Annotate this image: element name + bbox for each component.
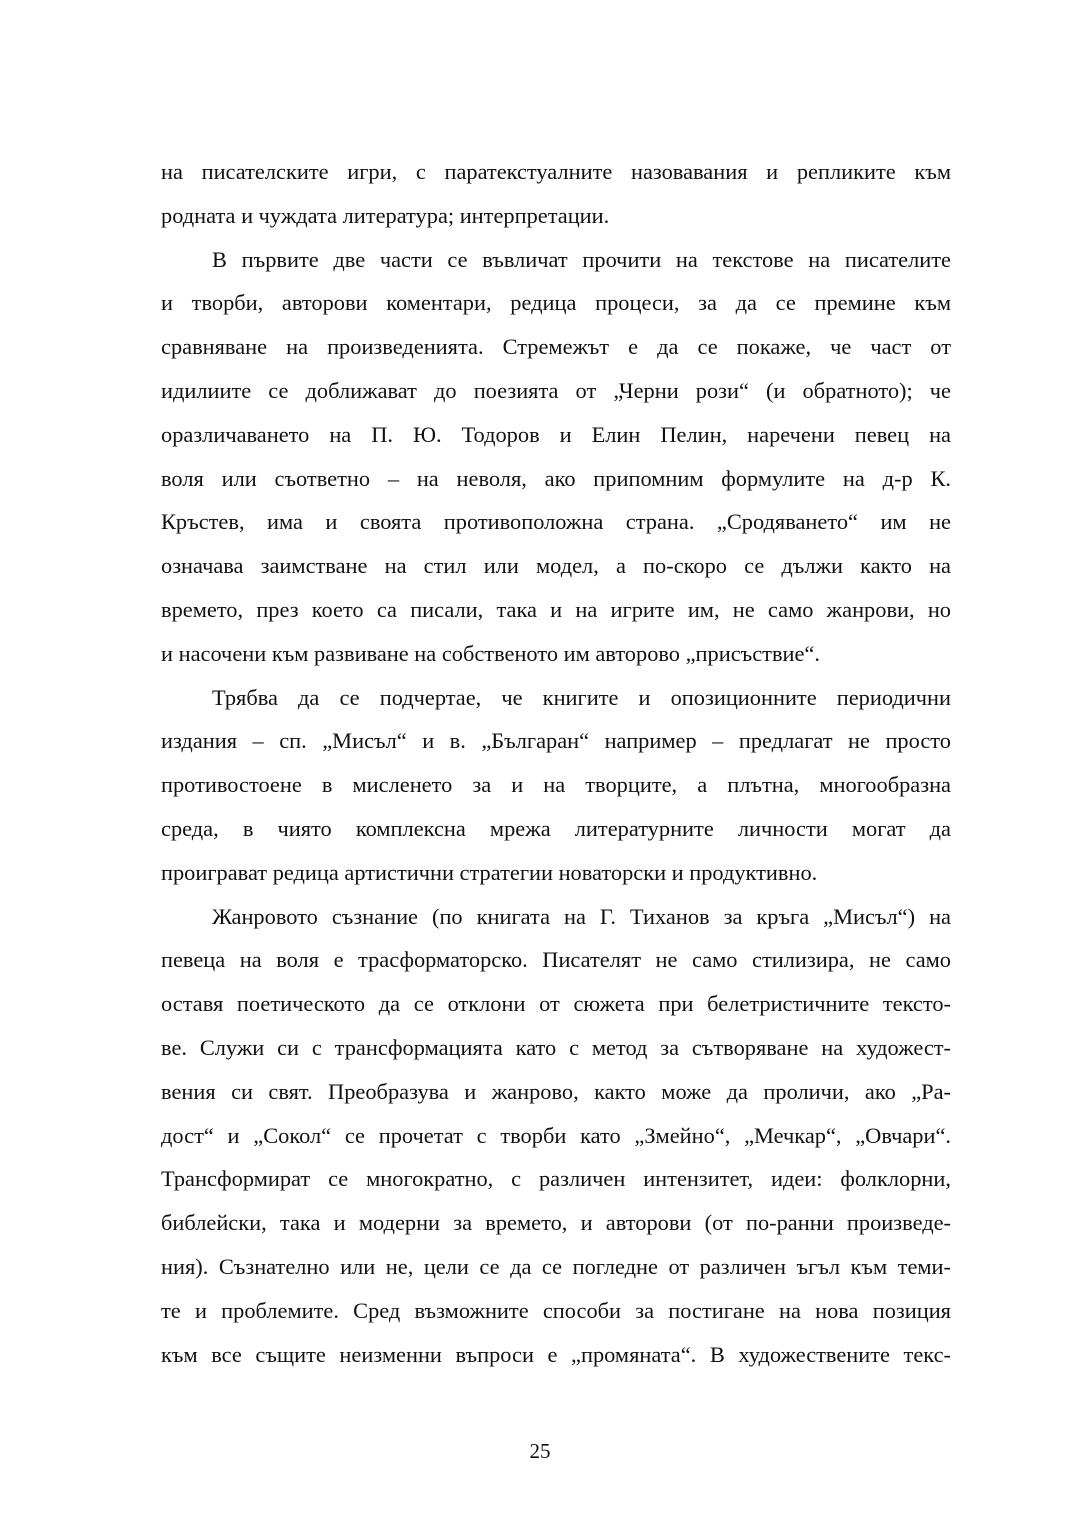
text-line: времето, през което са писали, така и на игрите им, не само жанрови, но [161,596,951,622]
text-line: към все същите неизменни въпроси е „промяната“. В художествените текс- [161,1341,951,1367]
text-line: библейски, така и модерни за времето, и авторови (от по-ранни произведе- [161,1210,951,1236]
text-line: дост“ и „Сокол“ се прочетат с творби като „Змейно“, „Мечкар“, „Овчари“. [161,1122,951,1148]
text-line: те и проблемите. Сред възможните способи за постигане на нова позиция [161,1297,951,1323]
text-line: идилиите се доближават до поезията от „Черни рози“ (и обратното); че [161,377,951,403]
text-line: ве. Служи си с трансформацията като с метод за сътворяване на художест- [161,1034,951,1060]
text-line: и насочени към развиване на собственото им авторово „присъствие“. [161,640,820,666]
text-line: Трансформират се многократно, с различен интензитет, идеи: фолклорни, [161,1166,951,1192]
text-line: ния). Съзнателно или не, цели се да се погледне от различен ъгъл към теми- [161,1253,951,1279]
text-line: проиграват редица артистични стратегии новаторски и продуктивно. [161,859,818,885]
page-number: 25 [529,1439,551,1463]
text-line: воля или съответно – на неволя, ако припомним формулите на д-р К. [161,465,951,491]
text-line: противостоене в мисленето за и на творците, а плътна, многообразна [161,772,951,798]
text-line: вения си свят. Преобразува и жанрово, както може да проличи, ако „Ра- [161,1078,951,1104]
text-line: означава заимстване на стил или модел, а по-скоро се дължи както на [161,553,951,579]
text-line: родната и чуждата литература; интерпретации. [161,202,610,228]
text-line: В първите две части се въвличат прочити на текстове на писателите [212,246,951,272]
text-line: Жанровото съзнание (по книгата на Г. Тиханов за кръга „Мисъл“) на [212,903,951,929]
text-line: на писателските игри, с паратекстуалните назовавания и репликите към [161,159,951,184]
text-line: и творби, авторови коментари, редица процеси, за да се премине към [161,290,951,316]
text-line: Кръстев, има и своята противоположна страна. „Сродяването“ им не [161,509,951,535]
text-line: среда, в чиято комплексна мрежа литературните личности могат да [161,815,951,841]
body-text [161,150,951,1376]
text-line: оставя поетическото да се отклони от сюжета при белетристичните тексто- [161,991,951,1017]
text-line: сравняване на произведенията. Стремежът е да се покаже, че част от [161,334,951,360]
text-line: издания – сп. „Мисъл“ и в. „Българан“ например – предлагат не просто [161,728,951,754]
text-line: певеца на воля е трасформаторско. Писателят не само стилизира, не само [161,947,951,973]
text-line: оразличаването на П. Ю. Тодоров и Елин Пелин, наречени певец на [161,421,951,447]
text-line: Трябва да се подчертае, че книгите и опозиционните периодични [212,684,951,710]
